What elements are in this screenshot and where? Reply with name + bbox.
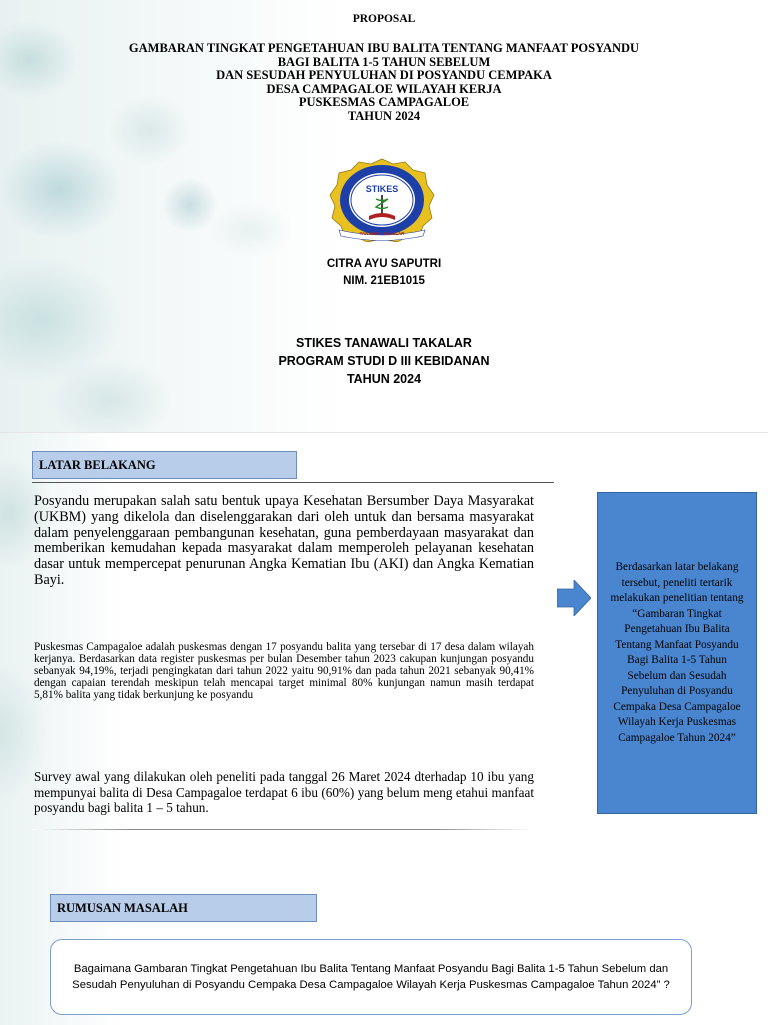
title-line: TAHUN 2024 xyxy=(347,108,421,123)
institution-block xyxy=(0,334,768,388)
institution-line: PROGRAM STUDI D III KEBIDANAN xyxy=(278,354,490,368)
proposal-heading: PROPOSAL xyxy=(352,13,416,25)
rumusan-masalah-heading: RUMUSAN MASALAH xyxy=(50,894,317,922)
background-paragraph-2: Puskesmas Campagaloe adalah puskesmas dengan 17 posyandu balita yang tersebar di 17 desa dalam wilayah kerjanya. Berdasarkan data register puskesmas per bulan Desember tahun 2023 cakupan kunjungan posyandu sebanyak 94,19%, terjadi pengingkatan dari tahun 2022 yaitu 90,91% dan pada tahun 2021 sebanyak 90,41% dengan capaian terendah meskipun telah mencapai target minimal 80% kunjungan namun masih terdapat 5,81% balita yang tidak berkunjung ke posyandu xyxy=(34,641,534,701)
cover-slide xyxy=(0,0,768,432)
background-paragraph-1: Posyandu merupakan salah satu bentuk upaya Kesehatan Bersumber Daya Masyarakat (UKBM) yang dikelola dan diselenggarakan dari oleh untuk dan bersama masyarakat dalam penyelenggaraan pembangunan kesehatan, guna pemberdayaan masyarakat dan memberikan kemudahan kepada masyarakat dalam memperoleh pelayanan kesehatan dasar untuk mempercepat penurunan Angka Kematian Ibu (AKI) dan Angka Kematian Bayi. xyxy=(34,493,534,588)
section-rule xyxy=(32,829,532,830)
stikes-logo xyxy=(329,158,435,242)
author-block xyxy=(0,256,768,290)
logo-text: STIKES xyxy=(365,184,399,194)
research-question-box: Bagaimana Gambaran Tingkat Pengetahuan Ibu Balita Tentang Manfaat Posyandu Bagi Balita 1-5 Tahun Sebelum dan Sesudah Penyuluhan di Posyandu Cempaka Desa Campagaloe Wilayah Kerja Puskesmas Campagaloe Tahun 2024” ? xyxy=(50,939,692,1015)
institution-line: TAHUN 2024 xyxy=(346,372,422,386)
heading-rule xyxy=(32,482,554,483)
arrow-right-icon xyxy=(557,580,591,616)
title-line: BAGI BALITA 1-5 TAHUN SEBELUM xyxy=(277,54,491,69)
research-interest-box: Berdasarkan latar belakang tersebut, peneliti tertarik melakukan penelitian tentang “Gambaran Tingkat Pengetahuan Ibu Balita Tentang Manfaat Posyandu Bagi Balita 1-5 Tahun Sebelum dan Sesudah Penyuluhan di Posyandu Cempaka Desa Campagaloe Wilayah Kerja Puskesmas Campagaloe Tahun 2024” xyxy=(597,492,757,814)
title-line: DESA CAMPAGALOE WILAYAH KERJA xyxy=(266,81,502,96)
latar-belakang-heading: LATAR BELAKANG xyxy=(32,451,297,479)
logo-banner-text: TANAWALI TAKALAR xyxy=(359,231,405,236)
content-slide xyxy=(0,432,768,1025)
proposal-title xyxy=(0,42,768,124)
author-nim: NIM. 21EB1015 xyxy=(343,275,425,287)
title-line: GAMBARAN TINGKAT PENGETAHUAN IBU BALITA TENTANG MANFAAT POSYANDU xyxy=(128,41,640,55)
author-name: CITRA AYU SAPUTRI xyxy=(326,258,442,270)
institution-line: STIKES TANAWALI TAKALAR xyxy=(296,336,472,350)
background-paragraph-3: Survey awal yang dilakukan oleh peneliti pada tanggal 26 Maret 2024 dterhadap 10 ibu yang mempunyai balita di Desa Campagaloe terdapat 6 ibu (60%) yang belum meng etahui manfaat posyandu bagi balita 1 – 5 tahun. xyxy=(34,769,534,815)
title-line: PUSKESMAS CAMPAGALOE xyxy=(298,95,470,110)
title-line: DAN SESUDAH PENYULUHAN DI POSYANDU CEMPAKA xyxy=(216,68,552,83)
